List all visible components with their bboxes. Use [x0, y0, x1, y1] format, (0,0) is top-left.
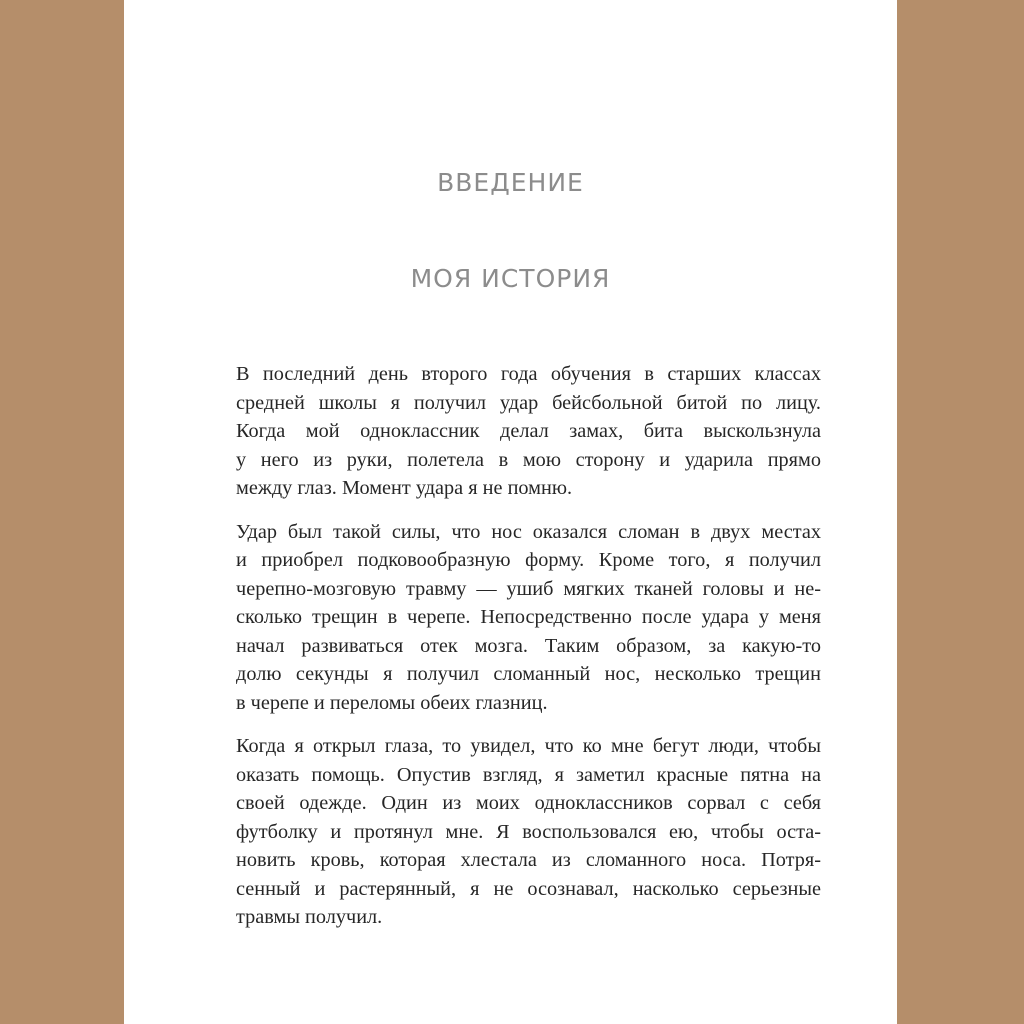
text-line: сенный и растерянный, я не осознавал, насколько серьезные [236, 877, 821, 900]
paragraph-1 [236, 360, 821, 503]
text-line: травмы получил. [236, 906, 383, 928]
text-line: начал развиваться отек мозга. Таким образом, за какую-то [236, 634, 821, 657]
body-text [236, 360, 821, 947]
text-line: Удар был такой силы, что нос оказался сломан в двух местах [236, 520, 821, 543]
text-line: средней школы я получил удар бейсбольной битой по лицу. [236, 391, 821, 414]
text-line: новить кровь, которая хлестала из сломанного носа. Потря- [236, 849, 821, 871]
text-line: Когда мой одноклассник делал замах, бита выскользнула [236, 420, 821, 442]
book-page [124, 0, 897, 1024]
text-line: оказать помощь. Опустив взгляд, я заметил красные пятна на [236, 763, 821, 786]
text-line: сколько трещин в черепе. Непосредственно после удара у меня [236, 606, 821, 628]
text-line: у него из руки, полетела в мою сторону и ударила прямо [236, 448, 821, 471]
text-line: футболку и протянул мне. Я воспользовался ею, чтобы оста- [236, 820, 821, 843]
chapter-label: ВВЕДЕНИЕ [437, 168, 584, 197]
text-line: черепно-мозговую травму — ушиб мягких тканей головы и не- [236, 577, 821, 600]
text-line: в черепе и переломы обеих глазниц. [236, 691, 548, 714]
text-line: В последний день второго года обучения в старших классах [236, 363, 821, 385]
text-line: и приобрел подковообразную форму. Кроме того, я получил [236, 549, 821, 571]
text-line: долю секунды я получил сломанный нос, несколько трещин [236, 663, 821, 685]
text-line: между глаз. Момент удара я не помню. [236, 477, 573, 499]
chapter-title: МОЯ ИСТОРИЯ [410, 264, 611, 293]
text-line: своей одежде. Один из моих одноклассников сорвал с себя [236, 792, 821, 814]
paragraph-2 [236, 518, 821, 718]
paragraph-3 [236, 732, 821, 932]
text-line: Когда я открыл глаза, то увидел, что ко мне бегут люди, чтобы [236, 735, 821, 757]
